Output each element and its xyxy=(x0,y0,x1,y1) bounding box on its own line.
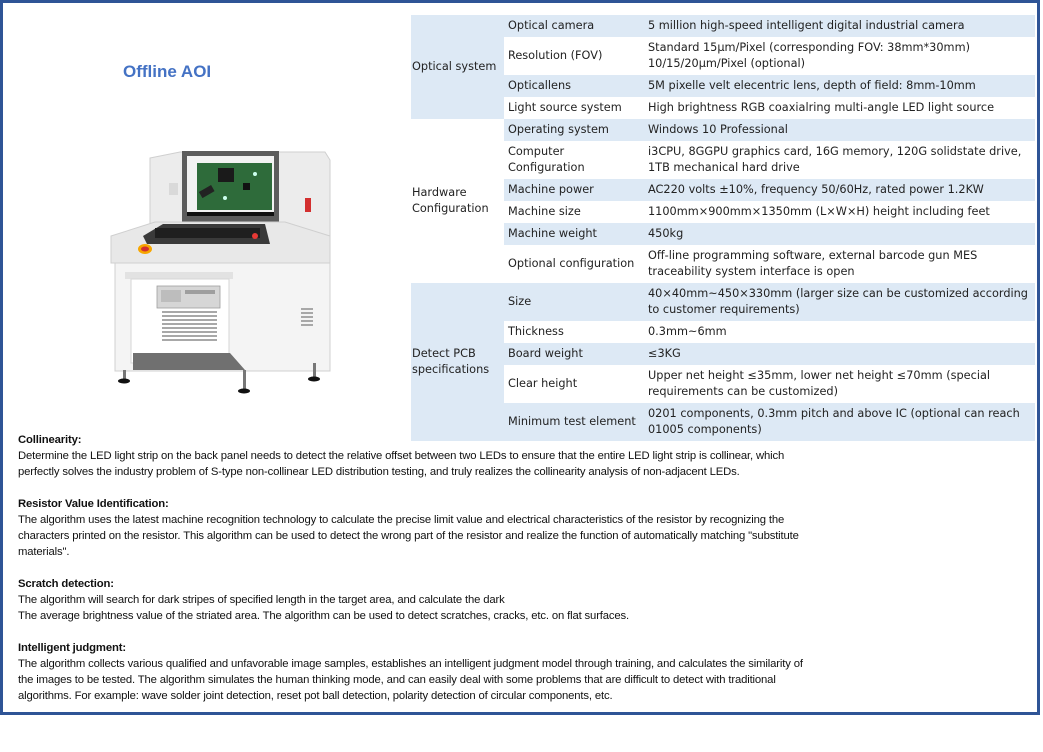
spec-label: Machine power xyxy=(504,179,645,201)
spec-value: 5M pixelle velt elecentric lens, depth of field: 8mm-10mm xyxy=(645,75,1035,97)
table-row xyxy=(411,201,1035,223)
table-row xyxy=(411,15,1035,37)
feature-text-line: algorithms. For example: wave solder joint detection, reset pot ball detection, polarity detection of circular components, etc. xyxy=(18,690,613,702)
spec-value: High brightness RGB coaxialring multi-angle LED light source xyxy=(645,97,1035,119)
spec-label: Light source system xyxy=(504,97,645,119)
spec-label: Clear height xyxy=(504,365,645,403)
feature-title: Collinearity: xyxy=(18,434,82,446)
spec-value: Off-line programming software, external barcode gun MES traceability system interface is open xyxy=(645,245,1035,283)
feature-text-line: materials". xyxy=(18,546,70,558)
table-row xyxy=(411,37,1035,75)
spec-label: Opticallens xyxy=(504,75,645,97)
page-title: Offline AOI xyxy=(123,62,212,81)
table-row xyxy=(411,119,1035,141)
table-row xyxy=(411,343,1035,365)
aoi-machine-image xyxy=(105,148,335,398)
spec-value: AC220 volts ±10%, frequency 50/60Hz, rated power 1.2KW xyxy=(645,179,1035,201)
spec-label: Machine weight xyxy=(504,223,645,245)
table-row xyxy=(411,75,1035,97)
feature-collinearity xyxy=(18,432,918,480)
spec-table xyxy=(411,15,1035,441)
spec-value: i3CPU, 8GGPU graphics card, 16G memory, 120G solidstate drive, 1TB mechanical hard drive xyxy=(645,141,1035,179)
spec-value: Windows 10 Professional xyxy=(645,119,1035,141)
spec-value: ≤3KG xyxy=(645,343,1035,365)
group-name-line: specifications xyxy=(412,363,490,376)
feature-title: Scratch detection: xyxy=(18,578,114,590)
feature-text-line: The algorithm will search for dark stripes of specified length in the target area, and calculate the dark xyxy=(18,594,505,606)
spec-label: Operating system xyxy=(504,119,645,141)
feature-text-line: the images to be tested. The algorithm simulates the human thinking mode, and can easily deal with some problems that are difficult to detect with traditional xyxy=(18,674,776,686)
feature-intelligent-judgment xyxy=(18,640,918,704)
group-hardware-configuration xyxy=(411,119,504,283)
feature-scratch-detection xyxy=(18,576,918,624)
feature-text-line: characters printed on the resistor. This algorithm can be used to detect the wrong part of the resistor and realize the function of automatically matching "substitute xyxy=(18,530,799,542)
spec-value: 40×40mm~450×330mm (larger size can be customized according to customer requirements) xyxy=(645,283,1035,321)
feature-title: Intelligent judgment: xyxy=(18,642,126,654)
feature-text-line: Determine the LED light strip on the back panel needs to detect the relative offset between two LEDs to ensure that the entire LED light strip is collinear, which xyxy=(18,450,785,462)
feature-title: Resistor Value Identification: xyxy=(18,498,169,510)
feature-resistor-value-identification xyxy=(18,496,918,560)
table-row xyxy=(411,245,1035,283)
group-optical-system: Optical system xyxy=(411,15,504,119)
table-row xyxy=(411,283,1035,321)
spec-value: 450kg xyxy=(645,223,1035,245)
group-name-line: Hardware xyxy=(412,186,467,199)
group-name-line: Detect PCB xyxy=(412,347,476,360)
spec-label: Optional configuration xyxy=(504,245,645,283)
spec-value: 0201 components, 0.3mm pitch and above IC (optional can reach 01005 components) xyxy=(645,403,1035,441)
spec-label: Optical camera xyxy=(504,15,645,37)
spec-value xyxy=(645,37,1035,75)
spec-label: Minimum test element xyxy=(504,403,645,441)
feature-text-line: The algorithm collects various qualified and unfavorable image samples, establishes an intelligent judgment model through training, and calculates the similarity of xyxy=(18,658,803,670)
feature-text-line: perfectly solves the industry problem of S-type non-collinear LED distribution testing, and truly realizes the collinearity analysis of non-adjacent LEDs. xyxy=(18,466,740,478)
table-row xyxy=(411,141,1035,179)
spec-value-line: 10/15/20µm/Pixel (optional) xyxy=(648,57,806,70)
feature-descriptions xyxy=(18,432,918,720)
spec-label: Machine size xyxy=(504,201,645,223)
group-detect-pcb-specifications xyxy=(411,283,504,441)
spec-label: Computer Configuration xyxy=(504,141,645,179)
table-row xyxy=(411,223,1035,245)
table-row xyxy=(411,97,1035,119)
spec-label: Size xyxy=(504,283,645,321)
spec-value: 0.3mm~6mm xyxy=(645,321,1035,343)
feature-text-line: The algorithm uses the latest machine recognition technology to calculate the precise limit value and electrical characteristics of the resistor by recognizing the xyxy=(18,514,785,526)
spec-value: 5 million high-speed intelligent digital industrial camera xyxy=(645,15,1035,37)
spec-label: Thickness xyxy=(504,321,645,343)
feature-text-line: The average brightness value of the striated area. The algorithm can be used to detect scratches, cracks, etc. on flat surfaces. xyxy=(18,610,630,622)
spec-value-line: Standard 15µm/Pixel (corresponding FOV: 38mm*30mm) xyxy=(648,41,970,54)
group-name-line: Configuration xyxy=(412,202,489,215)
table-row xyxy=(411,179,1035,201)
spec-value: 1100mm×900mm×1350mm (L×W×H) height including feet xyxy=(645,201,1035,223)
spec-label: Board weight xyxy=(504,343,645,365)
table-row xyxy=(411,365,1035,403)
table-row xyxy=(411,321,1035,343)
spec-value: Upper net height ≤35mm, lower net height ≤70mm (special requirements can be customized) xyxy=(645,365,1035,403)
spec-label: Resolution (FOV) xyxy=(504,37,645,75)
